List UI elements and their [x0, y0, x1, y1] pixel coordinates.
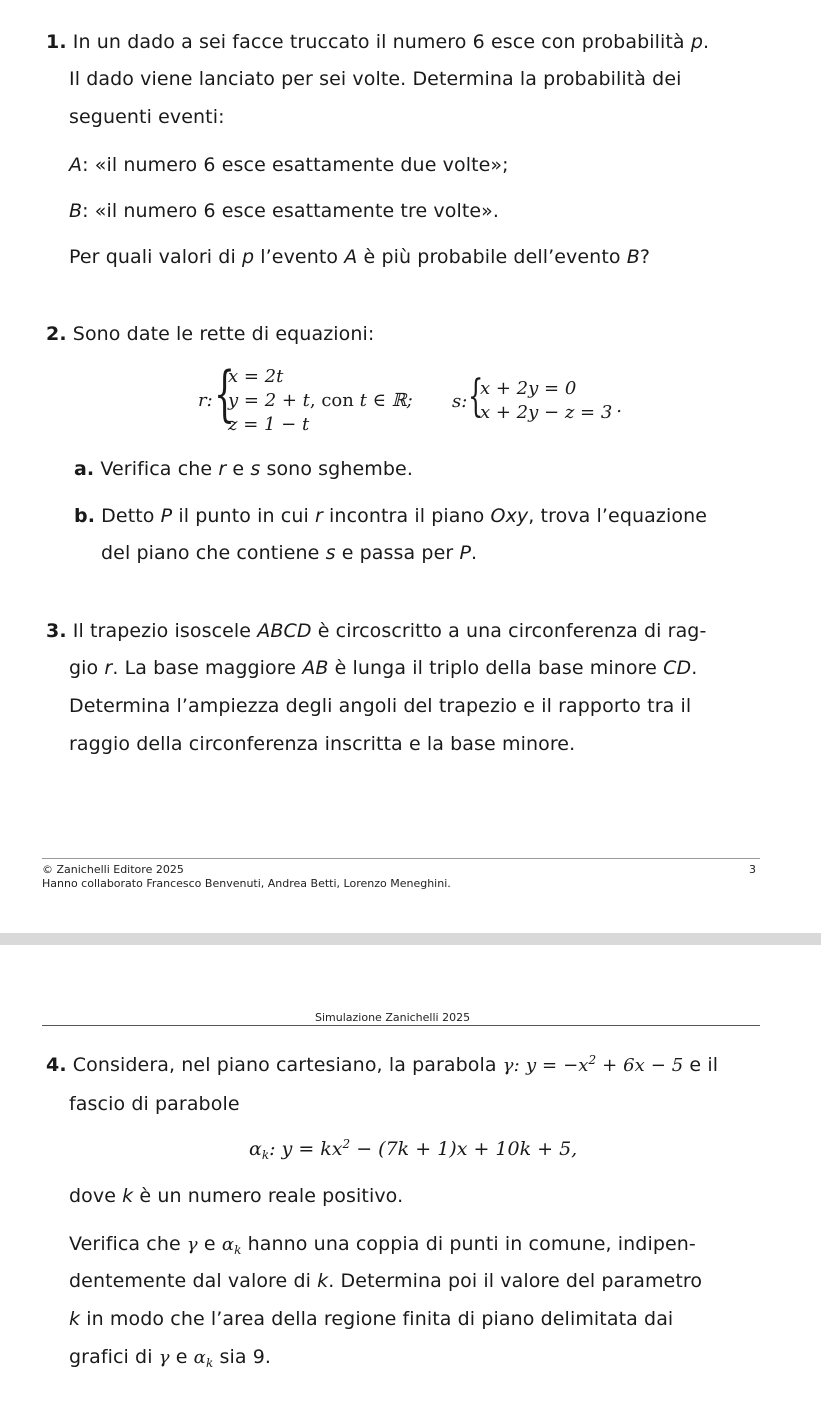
- problem-2-part-b-line-1: b. Detto P il punto in cui r incontra il piano Oxy, trova l’equazione: [74, 505, 708, 527]
- r-brace: {: [214, 359, 236, 429]
- problem-4-line-6: k in modo che l’area della regione finita di piano delimitata dai: [69, 1308, 674, 1330]
- problem-2-part-b-line-2: del piano che contiene s e passa per P.: [101, 542, 478, 564]
- problem-1-line-1: 1. In un dado a sei facce truccato il numero 6 esce con probabilità p.: [46, 31, 710, 53]
- problem-4-line-5: dentemente dal valore di k. Determina poi il valore del parametro: [69, 1270, 703, 1292]
- r-eq-3: z = 1 − t: [228, 414, 310, 435]
- r-label: r:: [198, 390, 213, 411]
- page-header-rule: [42, 1025, 760, 1026]
- problem-4-line-2: fascio di parabole: [69, 1093, 240, 1115]
- footer-rule: [42, 858, 760, 859]
- problem-2-part-a: a. Verifica che r e s sono sghembe.: [74, 458, 413, 480]
- footer-page-number: 3: [749, 863, 756, 876]
- problem-1-line-3: seguenti eventi:: [69, 106, 225, 128]
- problem-4-line-1: 4. Considera, nel piano cartesiano, la parabola γ: $y = -x^2 + 6x - 5$ e il: [46, 1053, 719, 1076]
- s-label: s:: [452, 391, 468, 412]
- problem-3-line-1: 3. Il trapezio isoscele ABCD è circoscritto a una circonferenza di rag-: [46, 620, 707, 642]
- event-b: B: «il numero 6 esce esattamente tre volte».: [69, 200, 500, 222]
- problem-4-number: 4.: [46, 1054, 67, 1076]
- problem-3-line-4: raggio della circonferenza inscritta e la base minore.: [69, 733, 576, 755]
- page-header-title: Simulazione Zanichelli 2025: [315, 1011, 471, 1024]
- problem-1-question: Per quali valori di p l’evento A è più probabile dell’evento B?: [69, 246, 651, 268]
- system-r: [198, 359, 458, 442]
- problem-4-line-4: Verifica che γ e $\alpha_k$ hanno una coppia di punti in comune, indipen-: [69, 1233, 696, 1257]
- s-eq-2: x + 2y − z = 3 .: [480, 396, 623, 423]
- r-eq-2: y = 2 + t, con t ∈ ℝ;: [228, 390, 413, 411]
- problem-2-intro: 2. Sono date le rette di equazioni:: [46, 323, 375, 345]
- problem-2-number: 2.: [46, 323, 67, 345]
- footer-copyright: © Zanichelli Editore 2025: [42, 863, 184, 876]
- problem-3-line-2: gio r. La base maggiore AB è lunga il triplo della base minore CD.: [69, 657, 698, 679]
- s-eq-1: x + 2y = 0: [480, 378, 577, 399]
- problem-3-line-3: Determina l’ampiezza degli angoli del trapezio e il rapporto tra il: [69, 695, 692, 717]
- problem-3-number: 3.: [46, 620, 67, 642]
- r-eq-1: x = 2t: [228, 366, 284, 387]
- problem-4-line-7: grafici di γ e $\alpha_k$ sia 9.: [69, 1346, 272, 1370]
- event-a: A: «il numero 6 esce esattamente due volte»;: [69, 154, 509, 176]
- system-s: [452, 371, 652, 435]
- s-brace: {: [468, 371, 484, 422]
- problem-4-line-3: dove k è un numero reale positivo.: [69, 1185, 404, 1207]
- alpha-k-equation: $\alpha_k$: $y = kx^2 - (7k + 1)x + 10k + 5$,: [249, 1137, 578, 1162]
- page-separator: [0, 933, 821, 945]
- problem-1-number: 1.: [46, 31, 67, 53]
- problem-1-line-2: Il dado viene lanciato per sei volte. Determina la probabilità dei: [69, 68, 682, 90]
- footer-credits: Hanno collaborato Francesco Benvenuti, Andrea Betti, Lorenzo Meneghini.: [42, 877, 451, 890]
